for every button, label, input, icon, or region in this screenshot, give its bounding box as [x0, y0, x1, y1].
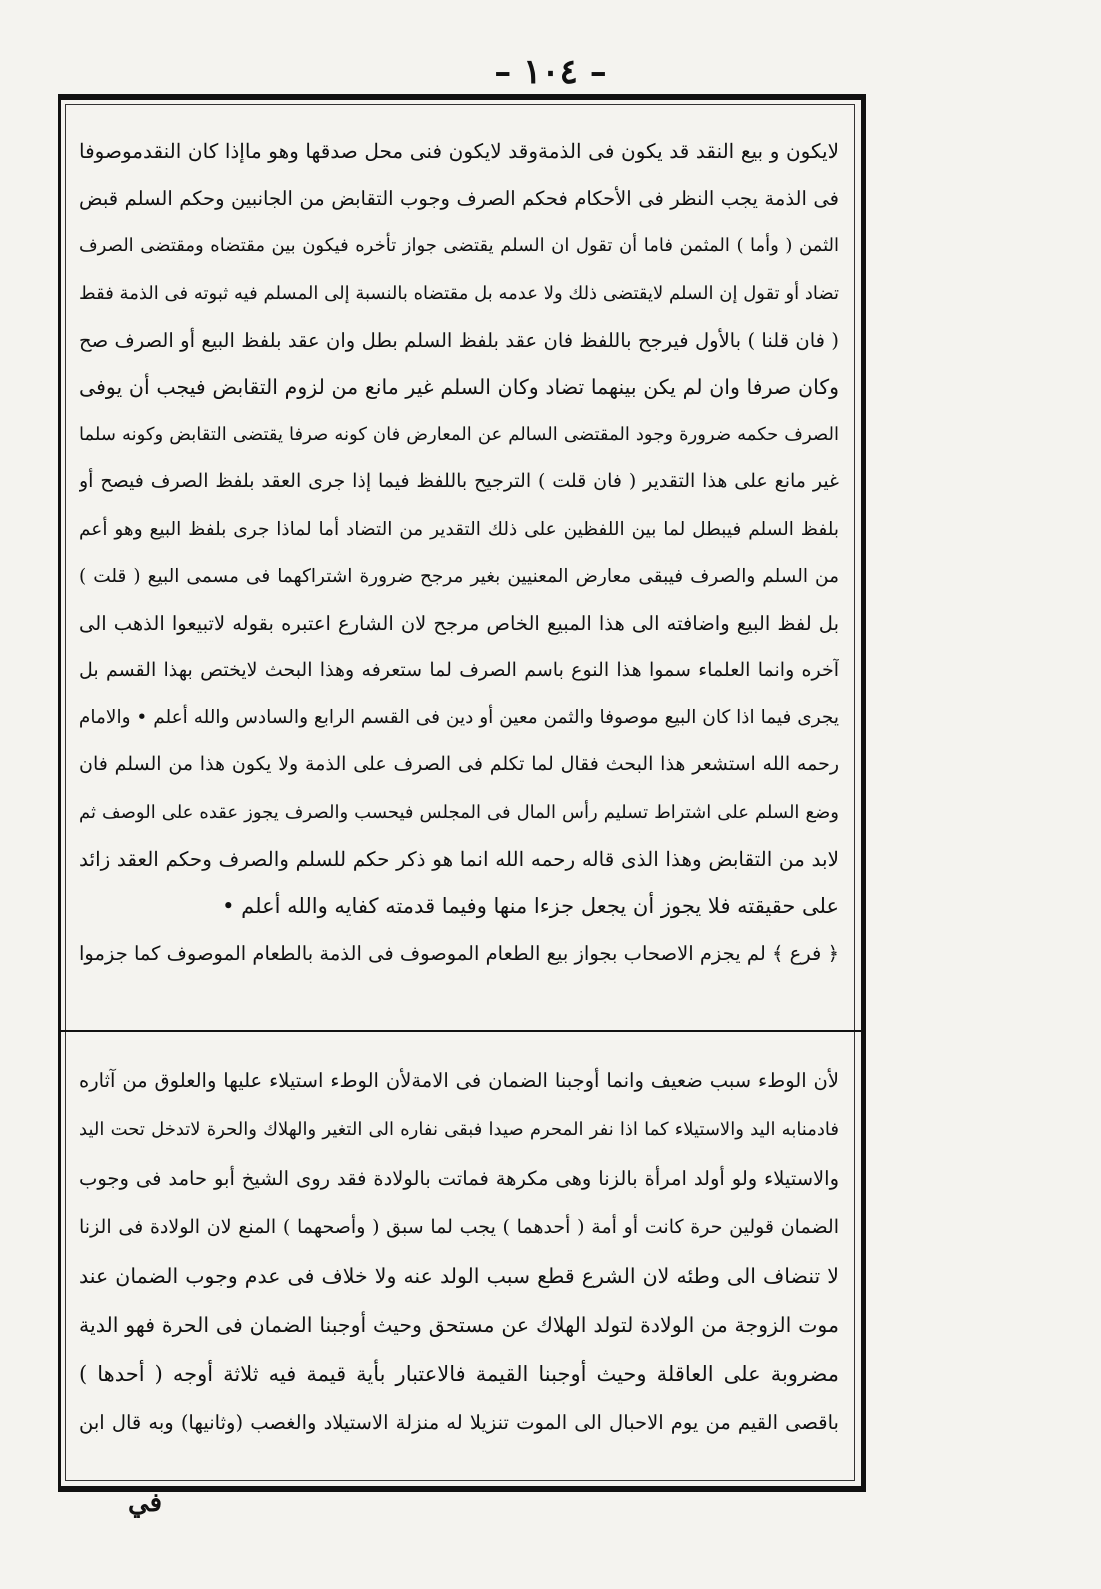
footnote-line: لأن الوطء سبب ضعيف وانما أوجبنا الضمان فى الامةلأن الوطء استيلاء عليها والعلوق من آثاره — [79, 1069, 839, 1092]
main-line: من السلم والصرف فيبقى معارض المعنيين بغير مرجح ضرورة اشتراكهما فى مسمى البيع ( قلت ) — [79, 565, 839, 587]
main-line: ﴿ فرع ﴾ لم يجزم الاصحاب بجواز بيع الطعام الموصوف فى الذمة بالطعام الموصوف كما جزموا — [79, 942, 839, 966]
main-line: الثمن ( وأما ) المثمن فاما أن تقول ان السلم يقتضى جواز تأخره فيكون بين مقتضاه ومقتضى الصرف — [79, 235, 839, 257]
main-line: الصرف حكمه ضرورة وجود المقتضى السالم عن المعارض فان كونه صرفا يقتضى التقابض وكونه سلما — [79, 424, 839, 446]
catchword: في — [128, 1488, 163, 1518]
main-line: رحمه الله استشعر هذا البحث فقال لما تكلم فى الصرف على الذمة ولا يكون هذا من السلم فان — [79, 753, 839, 776]
page-frame — [58, 94, 866, 1492]
footnote-text — [79, 1057, 839, 1447]
main-line: تضاد أو تقول إن السلم لايقتضى ذلك ولا عدمه بل مقتضاه بالنسبة إلى المسلم فيه ثبوته فى الذمة فقط — [79, 282, 839, 304]
main-line: ( فان قلنا ) بالأول فيرجح باللفظ فان عقد بلفظ السلم بطل وان عقد بلفظ البيع أو الصرف صح — [79, 328, 839, 352]
main-line: غير مانع على هذا التقدير ( فان قلت ) الترجيح باللفظ فيما إذا جرى العقد بلفظ الصرف فيصح أو — [79, 470, 839, 493]
main-line: على حقيقته فلا يجوز أن يجعل جزءا منها وفيما قدمته كفايه والله أعلم • — [222, 894, 839, 918]
footnote-line: فادمنابه اليد والاستيلاء كما اذا نفر المحرم صيدا فبقى نفاره الى التغير والهلاك والحرة لاتدخل تحت اليد — [79, 1118, 839, 1140]
footnote-line: والاستيلاء ولو أولد امرأة بالزنا وهى مكرهة فماتت بالولادة فقد روى الشيخ أبو حامد فى وجوب — [79, 1166, 839, 1190]
footnote-line: الضمان قولين حرة كانت أو أمة ( أحدهما ) يجب لما سبق ( وأصحهما ) المنع لان الولادة فى الزنا — [79, 1216, 839, 1239]
main-line: آخره وانما العلماء سموا هذا النوع باسم الصرف لما ستعرفه وهذا البحث لايختص بهذا القسم بل — [79, 659, 839, 682]
main-text — [79, 128, 839, 977]
main-line: يجرى فيما اذا كان البيع موصوفا والثمن معين أو دين فى القسم الرابع والسادس والله أعلم • والامام — [79, 707, 839, 729]
footnote-separator — [61, 1030, 861, 1032]
main-line: لابد من التقابض وهذا الذى قاله رحمه الله انما هو ذكر حكم للسلم والصرف وحكم العقد زائد — [79, 846, 839, 871]
footnote-line: لا تنضاف الى وطئه لان الشرع قطع سبب الولد عنه ولا خلاف فى عدم وجوب الضمان عند — [79, 1264, 839, 1289]
main-line: بل لفظ البيع واضافته الى هذا المبيع الخاص مرجح لان الشارع اعتبره بقوله لاتبيعوا الذهب الى — [79, 611, 839, 635]
footnote-line: موت الزوجة من الولادة لتولد الهلاك عن مستحق وحيث أوجبنا الضمان فى الحرة فهو الدية — [79, 1312, 839, 1337]
footnote-line: باقصى القيم من يوم الاحبال الى الموت تنزيلا له منزلة الاستيلاد والغصب (وثانيها) وبه قال ابن — [79, 1410, 839, 1434]
main-line: بلفظ السلم فيبطل لما بين اللفظين على ذلك التقدير من التضاد أما لماذا جرى بلفظ البيع وهو أعم — [79, 518, 839, 540]
main-line: لايكون و بيع النقد قد يكون فى الذمةوقد لايكون فنى محل صدقها وهو ماإذا كان النقدموصوفا — [79, 139, 839, 163]
main-line: وضع السلم على اشتراط تسليم رأس المال فى المجلس فيحسب والصرف يجوز عقده على الوصف ثم — [79, 801, 839, 823]
page-number: – ١٠٤ – — [494, 52, 607, 92]
main-line: فى الذمة يجب النظر فى الأحكام فحكم الصرف وجوب التقابض من الجانبين وحكم السلم قبض — [79, 187, 839, 211]
main-line: وكان صرفا وان لم يكن بينهما تضاد وكان السلم غير مانع من لزوم التقابض فيجب أن يوفى — [79, 374, 839, 399]
footnote-line: مضروبة على العاقلة وحيث أوجبنا القيمة فالاعتبار بأية قيمة فيه ثلاثة أوجه ( أحدها ) — [79, 1361, 839, 1386]
